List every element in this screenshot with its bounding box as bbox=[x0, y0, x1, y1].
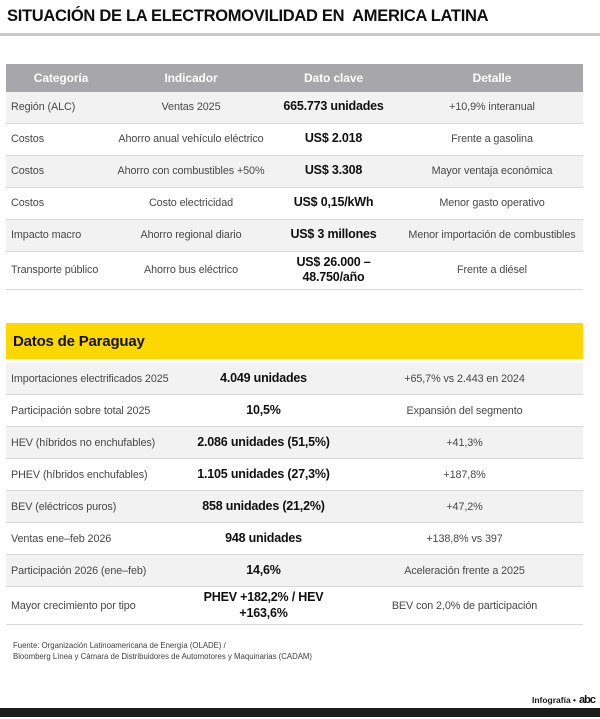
cell-categoria: Costos bbox=[11, 197, 45, 210]
table-row bbox=[6, 92, 583, 124]
column-header-indicador: Indicador bbox=[164, 70, 218, 85]
cell-indicador: Ahorro con combustibles +50% bbox=[117, 165, 265, 178]
cell-dato-clave: 665.773 unidades bbox=[283, 99, 384, 114]
cell-detail: Aceleración frente a 2025 bbox=[404, 564, 525, 577]
table-row bbox=[6, 395, 583, 427]
cell-value: 10,5% bbox=[246, 402, 281, 417]
bottom-bar bbox=[0, 708, 600, 717]
page-title: SITUACIÓN DE LA ELECTROMOVILIDAD EN AMERICA LATINA bbox=[0, 0, 600, 36]
source-line-2: Bloomberg Línea y Cámara de Distribuidores de Automotores y Maquinarias (CADAM) bbox=[13, 652, 313, 662]
abc-logo: abc bbox=[579, 694, 595, 706]
cell-indicador: Ventas 2025 bbox=[161, 101, 221, 114]
cell-categoria: Impacto macro bbox=[11, 229, 82, 242]
credit-label: Infografía • bbox=[531, 695, 577, 705]
cell-detail: +138,8% vs 397 bbox=[426, 532, 503, 545]
cell-dato-clave: US$ 0,15/kWh bbox=[293, 195, 374, 210]
paraguay-heading: Datos de Paraguay bbox=[13, 332, 145, 350]
cell-label: Participación sobre total 2025 bbox=[11, 404, 151, 417]
cell-categoria: Transporte público bbox=[11, 264, 99, 277]
cell-detalle: Frente a gasolina bbox=[451, 133, 533, 146]
cell-label: Participación 2026 (ene–feb) bbox=[11, 564, 147, 577]
table-row bbox=[6, 252, 583, 290]
table-row bbox=[6, 555, 583, 587]
cell-label: Ventas ene–feb 2026 bbox=[11, 532, 112, 545]
table-row bbox=[6, 156, 583, 188]
table-row bbox=[6, 363, 583, 395]
credit bbox=[532, 694, 595, 706]
cell-detalle: Mayor ventaja económica bbox=[431, 165, 553, 178]
table-row bbox=[6, 587, 583, 625]
cell-detail: +41,3% bbox=[446, 436, 483, 449]
column-header-detalle: Detalle bbox=[472, 70, 512, 85]
cell-dato-clave: US$ 3.308 bbox=[304, 163, 363, 178]
cell-detail: +47,2% bbox=[446, 500, 483, 513]
table-row bbox=[6, 523, 583, 555]
cell-label: PHEV (híbridos enchufables) bbox=[11, 468, 148, 481]
cell-detail: +65,7% vs 2.443 en 2024 bbox=[404, 372, 525, 385]
cell-indicador: Ahorro bus eléctrico bbox=[143, 264, 239, 277]
table-row bbox=[6, 124, 583, 156]
paraguay-section-banner bbox=[6, 323, 583, 359]
cell-label: Mayor crecimiento por tipo bbox=[11, 599, 136, 612]
cell-value: PHEV +182,2% / HEV +163,6% bbox=[203, 590, 324, 620]
cell-value: 858 unidades (21,2%) bbox=[202, 498, 325, 513]
cell-value: 4.049 unidades bbox=[220, 370, 307, 385]
cell-label: HEV (híbridos no enchufables) bbox=[11, 436, 156, 449]
cell-value: 1.105 unidades (27,3%) bbox=[197, 466, 330, 481]
source-line-1: Fuente: Organización Latinoamericana de Energía (OLADE) / bbox=[13, 641, 226, 651]
table-row bbox=[6, 220, 583, 252]
column-header-categoria: Categoría bbox=[33, 70, 89, 85]
cell-indicador: Costo electricidad bbox=[148, 197, 234, 210]
cell-categoria: Región (ALC) bbox=[11, 101, 76, 114]
cell-label: BEV (eléctricos puros) bbox=[11, 500, 117, 513]
column-header-dato-clave: Dato clave bbox=[303, 70, 364, 85]
cell-value: 2.086 unidades (51,5%) bbox=[197, 434, 330, 449]
alc-table-body bbox=[6, 92, 583, 290]
table-row bbox=[6, 459, 583, 491]
cell-detalle: +10,9% interanual bbox=[449, 101, 535, 114]
table-row bbox=[6, 427, 583, 459]
cell-detalle: Frente a diésel bbox=[457, 264, 527, 277]
cell-value: 948 unidades bbox=[225, 530, 302, 545]
cell-categoria: Costos bbox=[11, 133, 45, 146]
cell-detail: BEV con 2,0% de participación bbox=[391, 599, 538, 612]
cell-indicador: Ahorro regional diario bbox=[140, 229, 242, 242]
alc-table-header bbox=[6, 64, 583, 92]
cell-dato-clave: US$ 3 millones bbox=[290, 227, 377, 242]
table-row bbox=[6, 188, 583, 220]
cell-detalle: Menor importación de combustibles bbox=[408, 229, 576, 242]
cell-categoria: Costos bbox=[11, 165, 45, 178]
cell-label: Importaciones electrificados 2025 bbox=[11, 372, 169, 385]
cell-indicador: Ahorro anual vehículo eléctrico bbox=[118, 133, 264, 146]
paraguay-table-body bbox=[6, 363, 583, 625]
cell-detail: +187,8% bbox=[443, 468, 486, 481]
content-area bbox=[6, 64, 583, 663]
cell-dato-clave: US$ 2.018 bbox=[304, 131, 363, 146]
table-row bbox=[6, 491, 583, 523]
cell-dato-clave: US$ 26.000 – 48.750/año bbox=[296, 254, 371, 285]
cell-detalle: Menor gasto operativo bbox=[439, 197, 545, 210]
cell-value: 14,6% bbox=[246, 562, 281, 577]
cell-detail: Expansión del segmento bbox=[406, 404, 523, 417]
source-note bbox=[6, 641, 583, 663]
